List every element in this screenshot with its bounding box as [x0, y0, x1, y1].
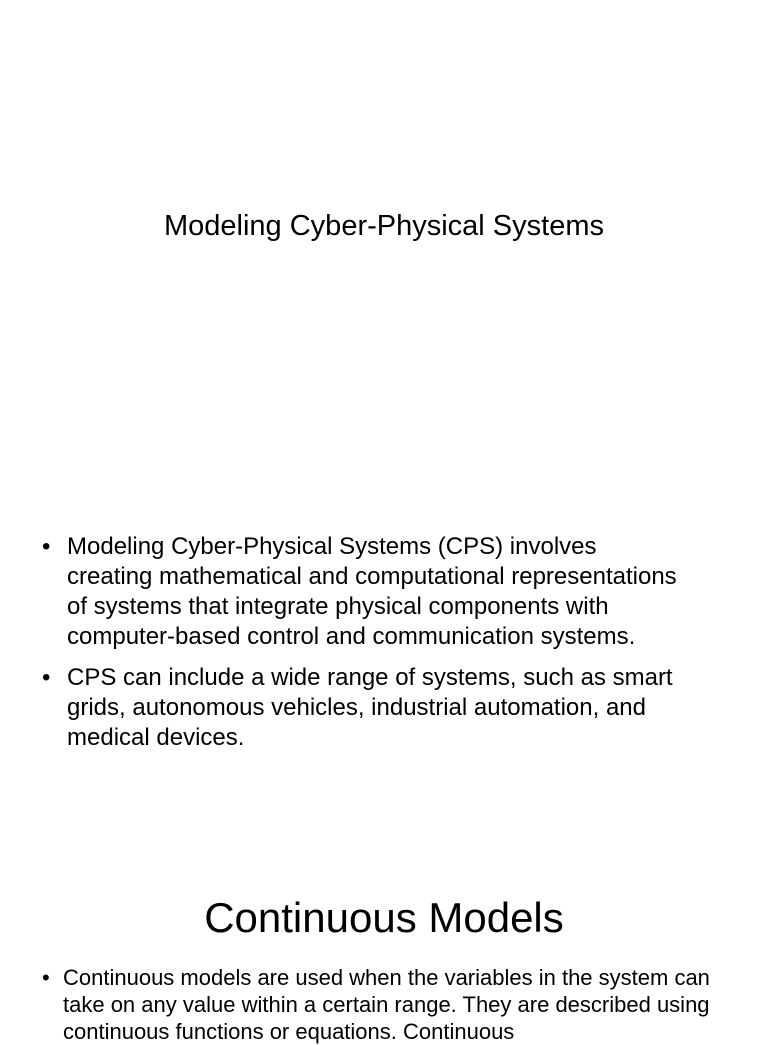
slide-bullet-list: [40, 532, 680, 764]
bullet-text: CPS can include a wide range of systems, such as smart grids, autonomous vehicles, industrial automation, and medical devices.: [67, 664, 673, 751]
bullet-text: Continuous models are used when the variables in the system can take on any value within a certain range. They are described using continuous functions or equations. Continuous: [63, 965, 710, 1044]
slide-title: Modeling Cyber-Physical Systems: [164, 210, 604, 242]
list-item: [40, 663, 680, 753]
bullet-text: Modeling Cyber-Physical Systems (CPS) involves creating mathematical and computational representations of systems that integrate physical components with computer-based control and communication systems.: [67, 533, 677, 650]
bullet-icon: •: [42, 533, 51, 560]
section-bullet-list: [40, 964, 730, 1045]
bullet-icon: •: [42, 965, 50, 990]
list-item: [40, 532, 680, 652]
section-heading: Continuous Models: [204, 894, 564, 941]
bullet-icon: •: [42, 664, 51, 691]
list-item: [40, 964, 730, 1045]
